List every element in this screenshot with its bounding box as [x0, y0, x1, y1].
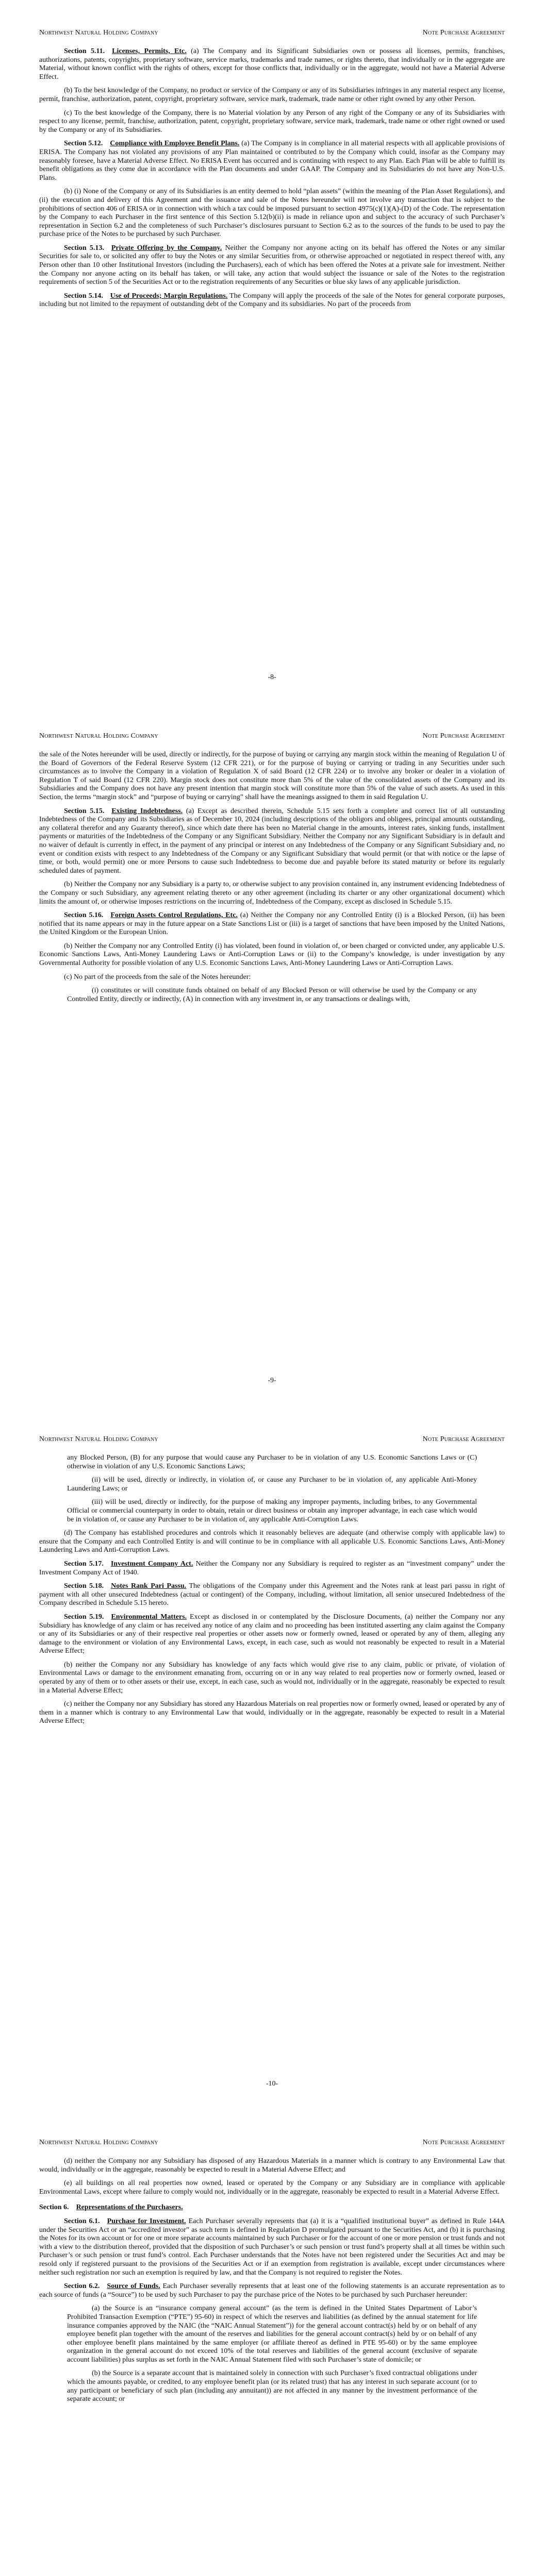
section-number: Section 5.15.: [64, 807, 105, 815]
paragraph: [39, 87, 505, 104]
section-title: Foreign Assets Control Regulations, Etc.: [110, 911, 238, 920]
paragraph-text: Each Purchaser severally represents that at least one of the following statements is an accurate representation as to each source of funds (a “Source”) to be used by such Purchaser to pay the purchase price of the Notes to be purchased by such Purchaser hereunder:: [39, 2282, 505, 2299]
paragraph: [39, 188, 505, 239]
section-number: Section 5.16.: [64, 911, 104, 920]
header-company: Northwest Natural Holding Company: [39, 732, 158, 740]
paragraph: [39, 2157, 505, 2174]
header-company: Northwest Natural Holding Company: [39, 2139, 158, 2146]
paragraph-text: (d) neither the Company nor any Subsidiary has disposed of any Hazardous Materials in a manner which is contrary to any Environmental Law that would, individually or in the aggregate, reasonably be expected to result in a Material Adverse Effect; and: [39, 2157, 505, 2174]
section-number: Section 5.17.: [64, 1560, 104, 1568]
section-title: Notes Rank Pari Passu.: [111, 1582, 187, 1590]
page-number: -10-: [266, 2080, 278, 2088]
paragraph-text: (a) Neither the Company nor any Controlled Entity (i) is a Blocked Person, (ii) has been notified that its name appears or may in the future appear on a State Sanctions List or (iii) is a target of sanctions that have been imposed by the United Nations, the United Kingdom or the European Union.: [39, 911, 505, 937]
paragraph: [39, 751, 505, 802]
page-body: [39, 2157, 505, 2409]
section-paragraph: [39, 292, 505, 309]
paragraph-text: (i) constitutes or will constitute funds obtained on behalf of any Blocked Person or will otherwise be used by the Company or any Controlled Entity, directly or indirectly, (A) in connection with any investment in, or any transactions or dealings with,: [67, 987, 477, 1003]
section-number: Section 6.: [39, 2204, 69, 2212]
section-title: Private Offering by the Company.: [111, 244, 222, 252]
paragraph-text: any Blocked Person, (B) for any purpose that would cause any Purchaser to be in violation of any U.S. Economic Sanctions Laws or (C) otherwise in violation of any U.S. Economic Sanctions Laws;: [67, 1454, 477, 1470]
paragraph: [39, 1529, 505, 1555]
paragraph-text: (b) Neither the Company nor any Subsidiary is a party to, or otherwise subject to any provision contained in, any instrument evidencing Indebtedness of the Company or such Subsidiary, any agreement relating thereto or any other agreement (including its charter or any other organizational document) which limits the amount of, or otherwise imposes restrictions on the incurring of, Indebtedness of the Company, except as disclosed in Schedule 5.15.: [39, 880, 505, 906]
paragraph: [39, 1476, 505, 1493]
running-header: [39, 1435, 505, 1444]
paragraph: [39, 942, 505, 968]
paragraph-text: (c) No part of the proceeds from the sale of the Notes hereunder:: [64, 973, 251, 981]
paragraph-text: (a) The Company and its Significant Subsidiaries own or possess all licenses, permits, franchises, authorizations, patents, copyrights, proprietary software, service marks, trademarks and trade names, or rights thereto, that individually or in the aggregate are Material, without known conflict with the rights of others, except for those conflicts that, individually or in the aggregate, would not have a Material Adverse Effect.: [39, 47, 505, 81]
paragraph-text: The Company will apply the proceeds of the sale of the Notes for general corporate purposes, including but not limited to the repayment of outstanding debt of the Company and its subsidiaries. No part of the proceeds from: [39, 292, 505, 309]
section-title: Compliance with Employee Benefit Plans.: [110, 140, 240, 148]
section-paragraph: [39, 140, 505, 182]
section-paragraph: [39, 1613, 505, 1656]
paragraph: [39, 880, 505, 906]
paragraph-text: (iii) will be used, directly or indirectly, for the purpose of making any improper payments, including bribes, to any Governmental Official or commercial counterparty in order to obtain, retain or direct business or obtain any improper advantage, in each case which would be in violation of, or cause any Purchaser to be in violation of, any applicable Anti-Corruption Laws.: [67, 1498, 477, 1523]
page-3: [0, 1406, 544, 2110]
running-header: [39, 29, 505, 37]
section-number: Section 5.11.: [64, 47, 105, 55]
paragraph-text: (ii) will be used, directly or indirectly, in violation of, or cause any Purchaser to be in violation of, any applicable Anti-Money Laundering Laws; or: [67, 1476, 477, 1493]
paragraph: [39, 973, 505, 982]
section-number: Section 5.19.: [64, 1613, 104, 1621]
paragraph-text: (b) (i) None of the Company or any of its Subsidiaries is an entity deemed to hold “plan assets” (within the meaning of the Plan Asset Regulations), and (ii) the execution and delivery of this Agreement and the issuance and sale of the Notes hereunder will not involve any transaction that is subject to the prohibitions of section 406 of ERISA or in connection with which a tax could be imposed pursuant to section 4975(c)(1)(A)-(D) of the Code. The representation by the Company to each Purchaser in the first sentence of this Section 5.12(b)(ii) is made in reliance upon and subject to the accuracy of such Purchaser’s representation in Section 6.2 and the completeness of such Purchaser’s disclosures pursuant to Section 6.2 as to the sources of the funds to be used to pay the purchase price of the Notes to be purchased by such Purchaser.: [39, 188, 505, 239]
section-paragraph: [39, 2217, 505, 2277]
header-company: Northwest Natural Holding Company: [39, 29, 158, 37]
running-header: [39, 2139, 505, 2147]
header-document: Note Purchase Agreement: [422, 1435, 505, 1443]
paragraph-text: (c) neither the Company nor any Subsidiary has stored any Hazardous Materials on real properties now or formerly owned, leased or operated by any of them in a manner which is contrary to any Environmental Law that would, individually or in the aggregate, reasonably be expected to result in a Material Adverse Effect;: [39, 1700, 505, 1725]
running-header: [39, 732, 505, 740]
page-body: [39, 47, 505, 314]
paragraph: [39, 1498, 505, 1524]
section-paragraph: [39, 1582, 505, 1608]
section-title: Use of Proceeds; Margin Regulations.: [110, 292, 228, 300]
paragraph-text: (b) the Source is a separate account that is maintained solely in connection with such Purchaser’s fixed contractual obligations under which the amounts payable, or credited, to any employee benefit plan (or its related trust) that has any interest in such separate account (or to any participant or beneficiary of such plan (including any annuitant)) are not affected in any manner by the investment performance of the separate account; or: [67, 2369, 477, 2403]
section-number: Section 5.13.: [64, 244, 104, 252]
paragraph-text: (a) The Company is in compliance in all material respects with all applicable provisions of ERISA. The Company has not violated any provisions of any Plan maintained or contributed to by the Company which could, insofar as the Company may reasonably foresee, have a Material Adverse Effect. No ERISA Event has occurred and is continuing with respect to any Plan. Each Plan will be able to fulfill its benefit obligations as they come due in accordance with the Plan documents and under GAAP. The Company and its Subsidiaries do not have any Non-U.S. Plans.: [39, 140, 505, 182]
section-number: Section 6.2.: [64, 2282, 100, 2291]
page-1: [0, 0, 544, 703]
section-paragraph: [39, 807, 505, 876]
paragraph-text: The obligations of the Company under this Agreement and the Notes rank at least pari passu in right of payment with all other unsecured Indebtedness (actual or contingent) of the Company, including, without limitation, all senior unsecured Indebtedness of the Company described in Schedule 5.15 hereto.: [39, 1582, 505, 1607]
paragraph: [39, 2304, 505, 2364]
paragraph: [39, 1661, 505, 1695]
header-document: Note Purchase Agreement: [422, 2139, 505, 2146]
section-paragraph: [39, 47, 505, 81]
section-paragraph: [39, 2204, 505, 2212]
header-document: Note Purchase Agreement: [422, 732, 505, 740]
section-title: Existing Indebtedness.: [111, 807, 183, 815]
paragraph-text: (a) Except as described therein, Schedule 5.15 sets forth a complete and correct list of all outstanding Indebtedness of the Company and its Subsidiaries as of December 10, 2024 (including descriptions of the obligors and obligees, principal amounts outstanding, any collateral therefor and any Guaranty thereof), since which date there has been no Material change in the amounts, interest rates, sinking funds, installment payments or maturities of the Indebtedness of the Company or any Significant Subsidiary. Neither the Company nor any Significant Subsidiary is in default and no waiver of default is currently in effect, in the payment of any principal or interest on any Indebtedness of the Company or any Significant Subsidiary and, no event or condition exists with respect to any Indebtedness of the Company or any Significant Subsidiary that would permit (or that with notice or the lapse of time, or both, would permit) one or more Persons to cause such Indebtedness to become due and payable before its stated maturity or before its regularly scheduled dates of payment.: [39, 807, 505, 875]
section-number: Section 5.18.: [64, 1582, 104, 1590]
paragraph-text: (c) To the best knowledge of the Company, there is no Material violation by any Person of any right of the Company or any of its Subsidiaries with respect to any license, permit, franchise, authorization, patent, copyright, proprietary software, service mark, trademark, trade name or other right owned or used by the Company or any of its Subsidiaries.: [39, 109, 505, 134]
paragraph-text: (b) Neither the Company nor any Controlled Entity (i) has violated, been found in violation of, or been charged or convicted under, any applicable U.S. Economic Sanctions Laws, Anti-Money Laundering Laws or Anti-Corruption Laws or (ii) to the Company’s knowledge, is under investigation by any Governmental Authority for possible violation of any U.S. Economic Sanctions Laws, Anti-Money Laundering Laws or Anti-Corruption Laws.: [39, 942, 505, 968]
page-body: [39, 1454, 505, 1731]
section-title: Representations of the Purchasers.: [76, 2204, 183, 2212]
paragraph: [39, 987, 505, 1004]
paragraph: [39, 2179, 505, 2196]
paragraph-text: (a) the Source is an “insurance company general account” (as the term is defined in the United States Department of Labor’s Prohibited Transaction Exemption (“PTE”) 95-60) in respect of which the reserves and liabilities (as defined by the annual statement for life insurance companies approved by the NAIC (the “NAIC Annual Statement”)) for the general account contract(s) held by or on behalf of any employee benefit plan together with the amount of the reserves and liabilities for the general account contract(s) held by or on behalf of any other employee benefit plans maintained by the same employer (or affiliate thereof as defined in PTE 95-60) or by the same employee organization in the general account do not exceed 10% of the total reserves and liabilities of the general account (exclusive of separate account liabilities) plus surplus as set forth in the NAIC Annual Statement filed with such Purchaser’s state of domicile; or: [67, 2304, 477, 2364]
header-document: Note Purchase Agreement: [422, 29, 505, 37]
section-title: Investment Company Act.: [110, 1560, 193, 1568]
paragraph-text: (b) neither the Company nor any Subsidiary has knowledge of any facts which would give rise to any claim, public or private, of violation of Environmental Laws or damage to the environment emanating from, occurring on or in any way related to real properties now or formerly owned, leased or operated by any of them or to other assets or their use, except, in each case, such as would not, individually or in the aggregate, reasonably be expected to result in a Material Adverse Effect;: [39, 1660, 505, 1694]
section-number: Section 5.12.: [64, 140, 103, 148]
page-number: -8-: [268, 673, 276, 681]
paragraph: [39, 109, 505, 135]
paragraph-text: Neither the Company nor any Subsidiary is required to register as an “investment company” under the Investment Company Act of 1940.: [39, 1560, 505, 1577]
section-paragraph: [39, 1560, 505, 1577]
paragraph-text: (d) The Company has established procedures and controls which it reasonably believes are adequate (and otherwise comply with applicable law) to ensure that the Company and each Controlled Entity is and will continue to be in compliance with all applicable U.S. Economic Sanctions Laws, Anti-Money Laundering Laws and Anti-Corruption Laws.: [39, 1529, 505, 1554]
header-company: Northwest Natural Holding Company: [39, 1435, 158, 1443]
section-paragraph: [39, 2282, 505, 2299]
paragraph-text: Except as disclosed in or contemplated by the Disclosure Documents, (a) neither the Company nor any Subsidiary has knowledge of any claim or has received any notice of any claim and no proceeding has been instituted asserting any claim against the Company or any of its Subsidiaries or any of their respective real properties or other assets now or formerly owned, leased or operated by any of them, alleging any damage to the environment or violation of any Environmental Laws, except, in each case, such as would not reasonably be expected to result in a Material Adverse Effect;: [39, 1613, 505, 1655]
paragraph-text: (e) all buildings on all real properties now owned, leased or operated by the Company or any Subsidiary are in compliance with applicable Environmental Laws, except where failure to comply would not, individually or in the aggregate, reasonably be expected to result in a Material Adverse Effect.: [39, 2179, 505, 2196]
page-4: [0, 2110, 544, 2576]
paragraph-text: the sale of the Notes hereunder will be used, directly or indirectly, for the purpose of buying or carrying any margin stock within the meaning of Regulation U of the Board of Governors of the Federal Reserve System (12 CFR 221), or for the purpose of buying or carrying or trading in any Securities under such circumstances as to involve the Company in a violation of Regulation X of said Board (12 CFR 224) or to involve any broker or dealer in a violation of Regulation T of said Board (12 CFR 220). Margin stock does not constitute more than 5% of the value of the consolidated assets of the Company and its Subsidiaries and the Company does not have any present intention that margin stock will constitute more than 5% of the value of such assets. As used in this Section, the terms “margin stock” and “purpose of buying or carrying” shall have the meanings assigned to them in said Regulation U.: [39, 751, 505, 801]
paragraph-text: Each Purchaser severally represents that (a) it is a “qualified institutional buyer” as defined in Rule 144A under the Securities Act or an “accredited investor” as such term is defined in Regulation D promulgated pursuant to the Securities Act, and (b) it is purchasing the Notes for its own account or for one or more separate accounts maintained by such Purchaser or for the account of one or more pension or trust funds and not with a view to the distribution thereof, provided that the disposition of such Purchaser’s or such pension or trust fund’s property shall at all times be within such Purchaser’s or such pension or trust fund’s control. Each Purchaser understands that the Notes have not been registered under the Securities Act and may be resold only if registered pursuant to the provisions of the Securities Act or if an exemption from registration is available, except under circumstances where neither such registration nor such an exemption is required by law, and that the Company is not required to register the Notes.: [39, 2217, 505, 2277]
section-title: Purchase for Investment.: [107, 2217, 186, 2225]
section-title: Licenses, Permits, Etc.: [112, 47, 187, 55]
paragraph: [39, 2369, 505, 2403]
page-number: -9-: [268, 1377, 276, 1384]
section-number: Section 5.14.: [64, 292, 103, 300]
paragraph: [39, 1454, 505, 1471]
paragraph: [39, 1700, 505, 1726]
page-2: [0, 703, 544, 1406]
page-body: [39, 751, 505, 1009]
section-title: Source of Funds.: [107, 2282, 160, 2291]
section-paragraph: [39, 911, 505, 937]
paragraph-text: Neither the Company nor anyone acting on its behalf has offered the Notes or any similar Securities for sale to, or solicited any offer to buy the Notes or any similar Securities from, or otherwise approached or negotiated in respect thereof with, any Person other than 10 other Institutional Investors (including the Purchasers), each of which has been offered the Notes at a private sale for investment. Neither the Company nor anyone acting on its behalf has taken, or will take, any action that would subject the issuance or sale of the Notes to the registration requirements of section 5 of the Securities Act or to the registration requirements of any Securities or blue sky laws of any applicable jurisdiction.: [39, 244, 505, 286]
section-title: Environmental Matters.: [111, 1613, 187, 1621]
section-number: Section 6.1.: [64, 2217, 100, 2225]
paragraph-text: (b) To the best knowledge of the Company, no product or service of the Company or any of its Subsidiaries infringes in any material respect any license, permit, franchise, authorization, patent, copyright, proprietary software, service mark, trademark, trade name or other right owned by any other Person.: [39, 87, 505, 103]
section-paragraph: [39, 244, 505, 287]
